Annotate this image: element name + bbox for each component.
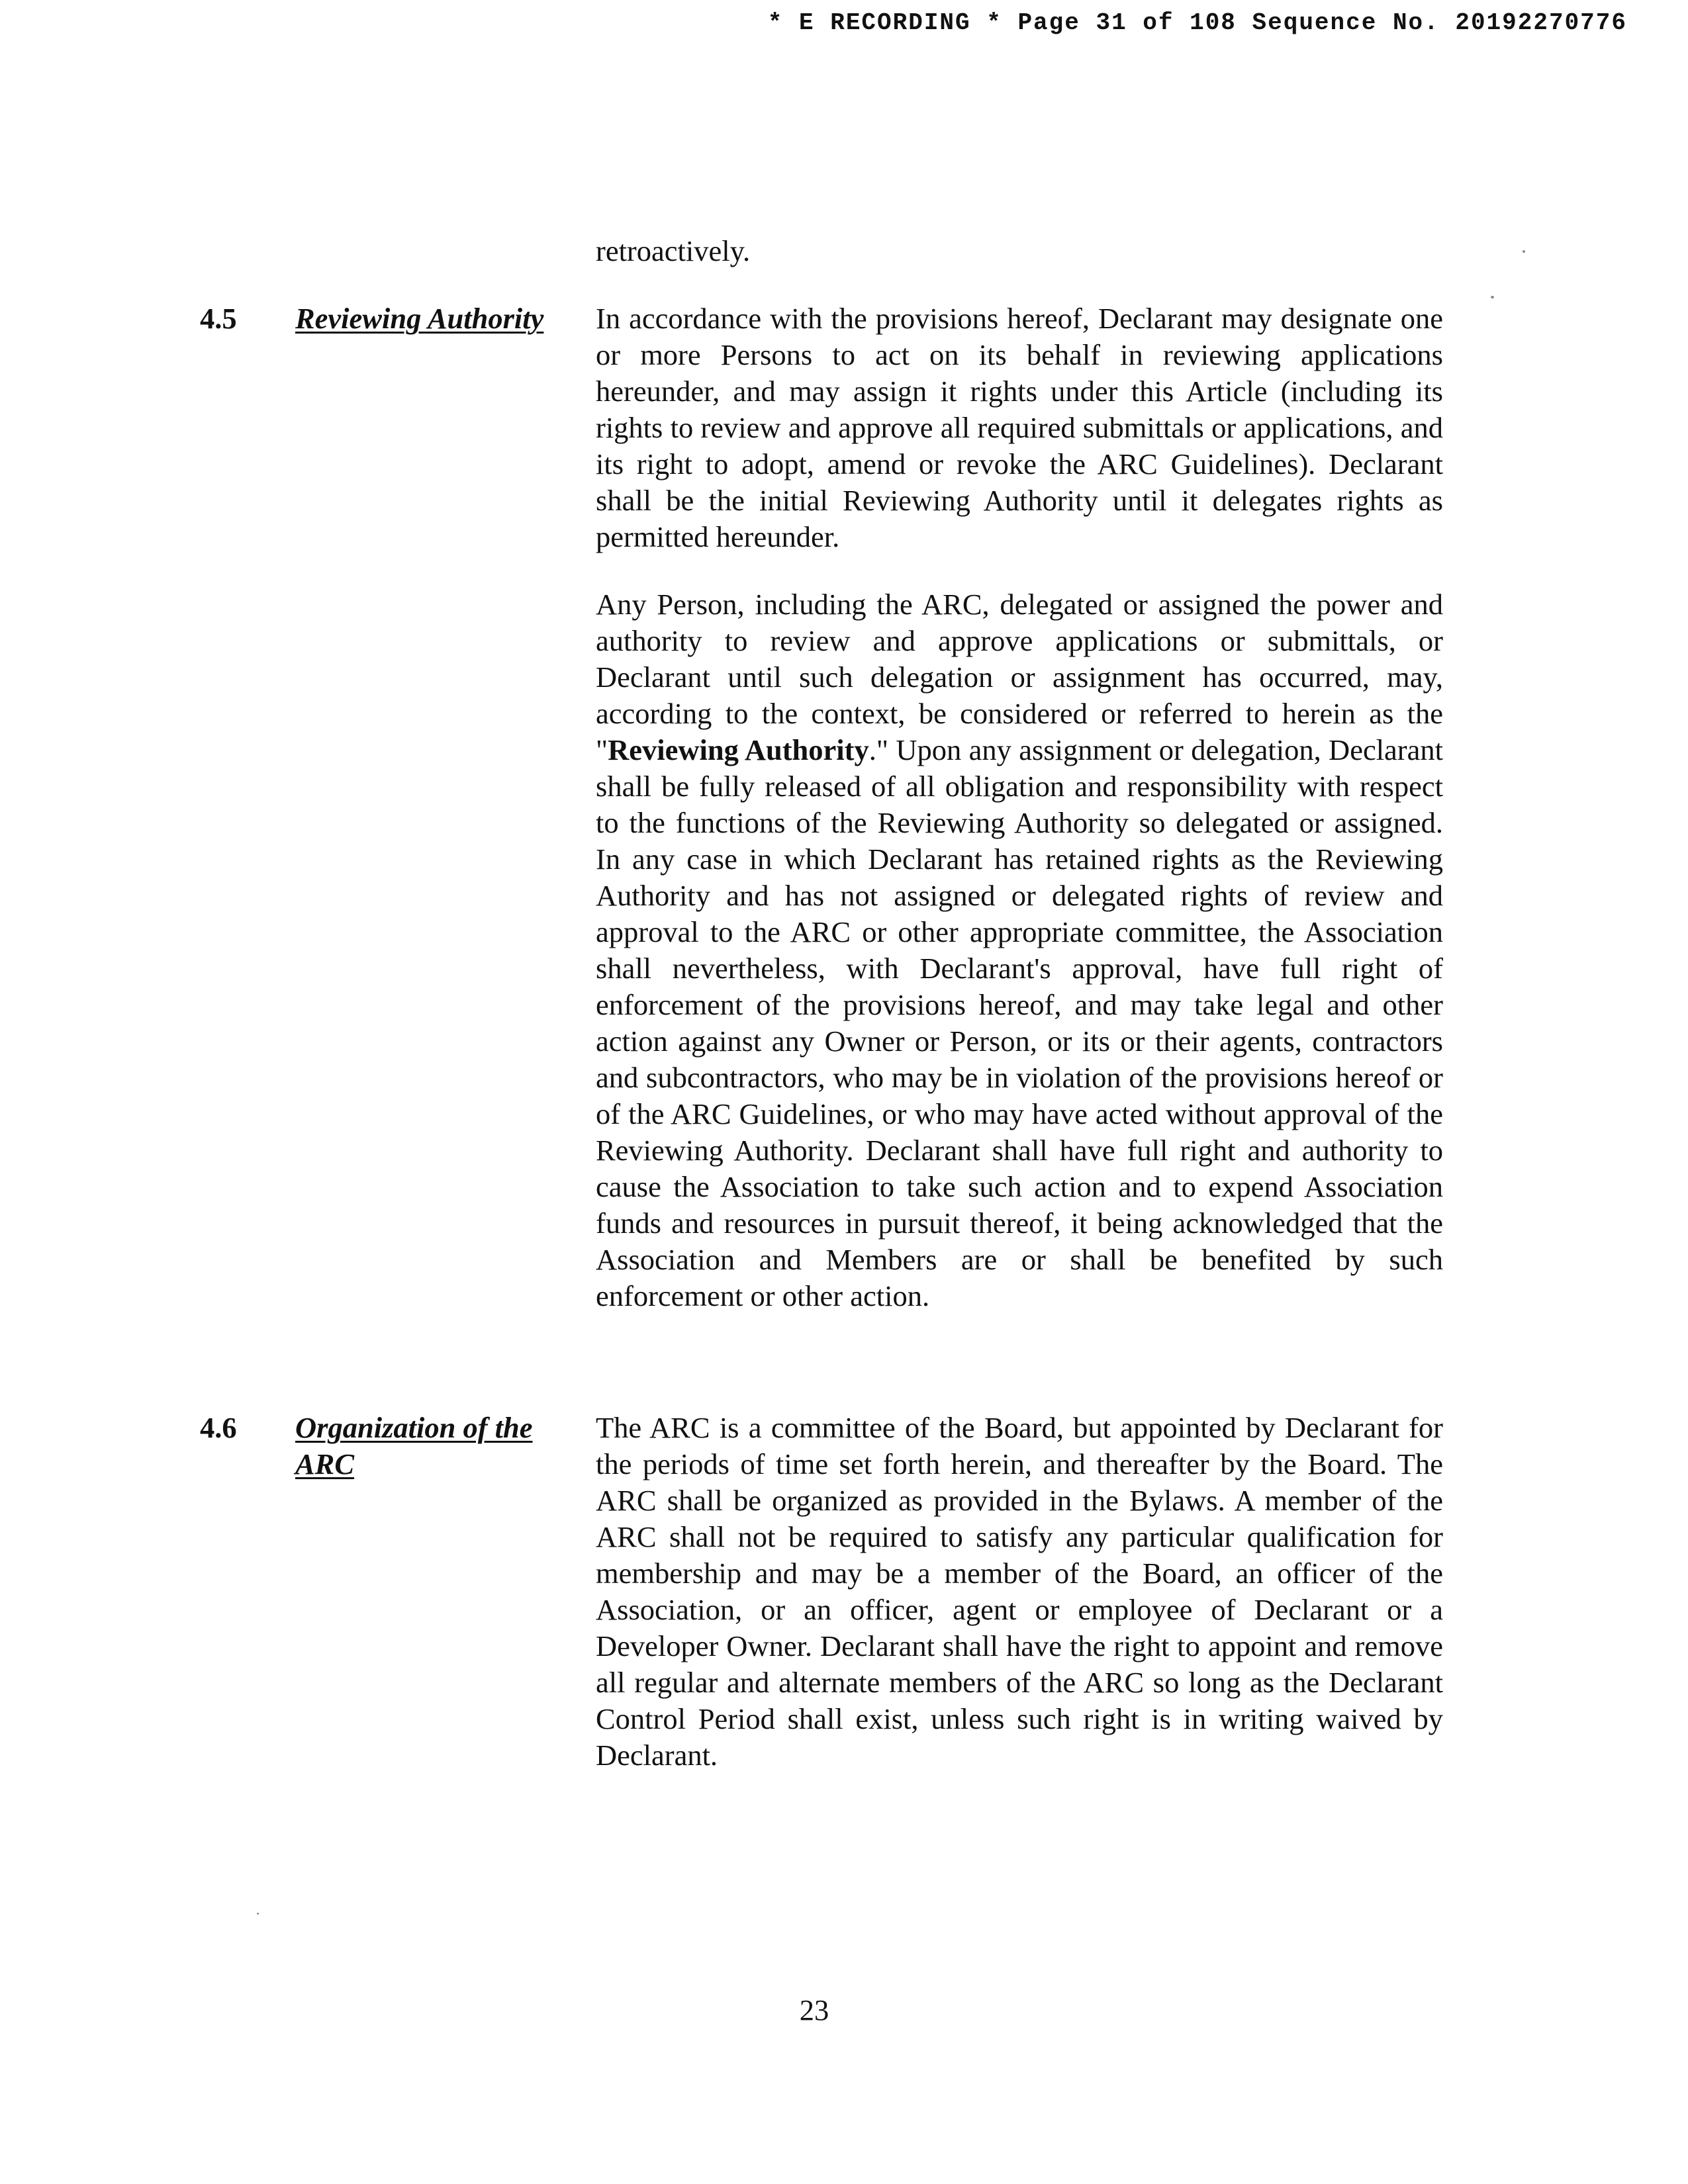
- section-paragraph: In accordance with the provisions hereof, Declarant may designate one or more Persons to act on its behalf in reviewing applications hereunder, and may assign it rights under this Article (including its rights to review and approve all required submittals or applications, and its right to adopt, amend or revoke the ARC Guidelines). Declarant shall be the initial Reviewing Authority until it delegates rights as permitted hereunder.: [596, 302, 1443, 553]
- section-number: 4.6: [200, 1411, 237, 1444]
- paragraph-text: Any Person, including the ARC, delegated or assigned the power and authority to review and approve applications or submittals, or Declarant until such delegation or assignment has occurred, may, according to the context, be considered or referred to herein as the ": [596, 588, 1443, 766]
- lead-fragment: retroactively.: [596, 234, 751, 267]
- section-title: Reviewing Authority: [295, 302, 544, 335]
- section-body: [596, 300, 1443, 1314]
- paragraph-text: ." Upon any assignment or delegation, Declarant shall be fully released of all obligation and responsibility with respect to the functions of the Reviewing Authority so delegated or assigned. In any case in which Declarant has retained rights as the Reviewing Authority and has not assigned or delegated rights of review and approval to the ARC or other appropriate committee, the Association shall nevertheless, with Declarant's approval, have full right of enforcement of the provisions hereof, and may take legal and other action against any Owner or Person, or its or their agents, contractors and subcontractors, who may be in violation of the provisions hereof or of the ARC Guidelines, or who may have acted without approval of the Reviewing Authority. Declarant shall have full right and authority to cause the Association to take such action and to expend Association funds and resources in pursuit thereof, it being acknowledged that the Association and Members are or shall be benefited by such enforcement or other action.: [596, 733, 1443, 1312]
- section-body: [596, 1410, 1443, 1774]
- section-number: 4.5: [200, 302, 237, 335]
- page-number: 23: [799, 1993, 829, 2026]
- section-paragraph: The ARC is a committee of the Board, but appointed by Declarant for the periods of time set forth herein, and thereafter by the Board. The ARC shall be organized as provided in the Bylaws. A member of the ARC shall not be required to satisfy any particular qualification for membership and may be a member of the Board, an officer of the Association, or an officer, agent or employee of Declarant or a Developer Owner. Declarant shall have the right to appoint and remove all regular and alternate members of the ARC so long as the Declarant Control Period shall exist, unless such right is in writing waived by Declarant.: [596, 1411, 1443, 1772]
- scan-speck: [1491, 296, 1494, 298]
- scan-speck: [1523, 250, 1525, 253]
- scan-speck: [257, 1913, 259, 1915]
- section-title: Organization of the ARC: [295, 1411, 533, 1480]
- section-paragraph: [596, 586, 1443, 1314]
- defined-term: Reviewing Authority: [608, 733, 869, 766]
- recording-header: * E RECORDING * Page 31 of 108 Sequence No. 20192270776: [767, 9, 1627, 36]
